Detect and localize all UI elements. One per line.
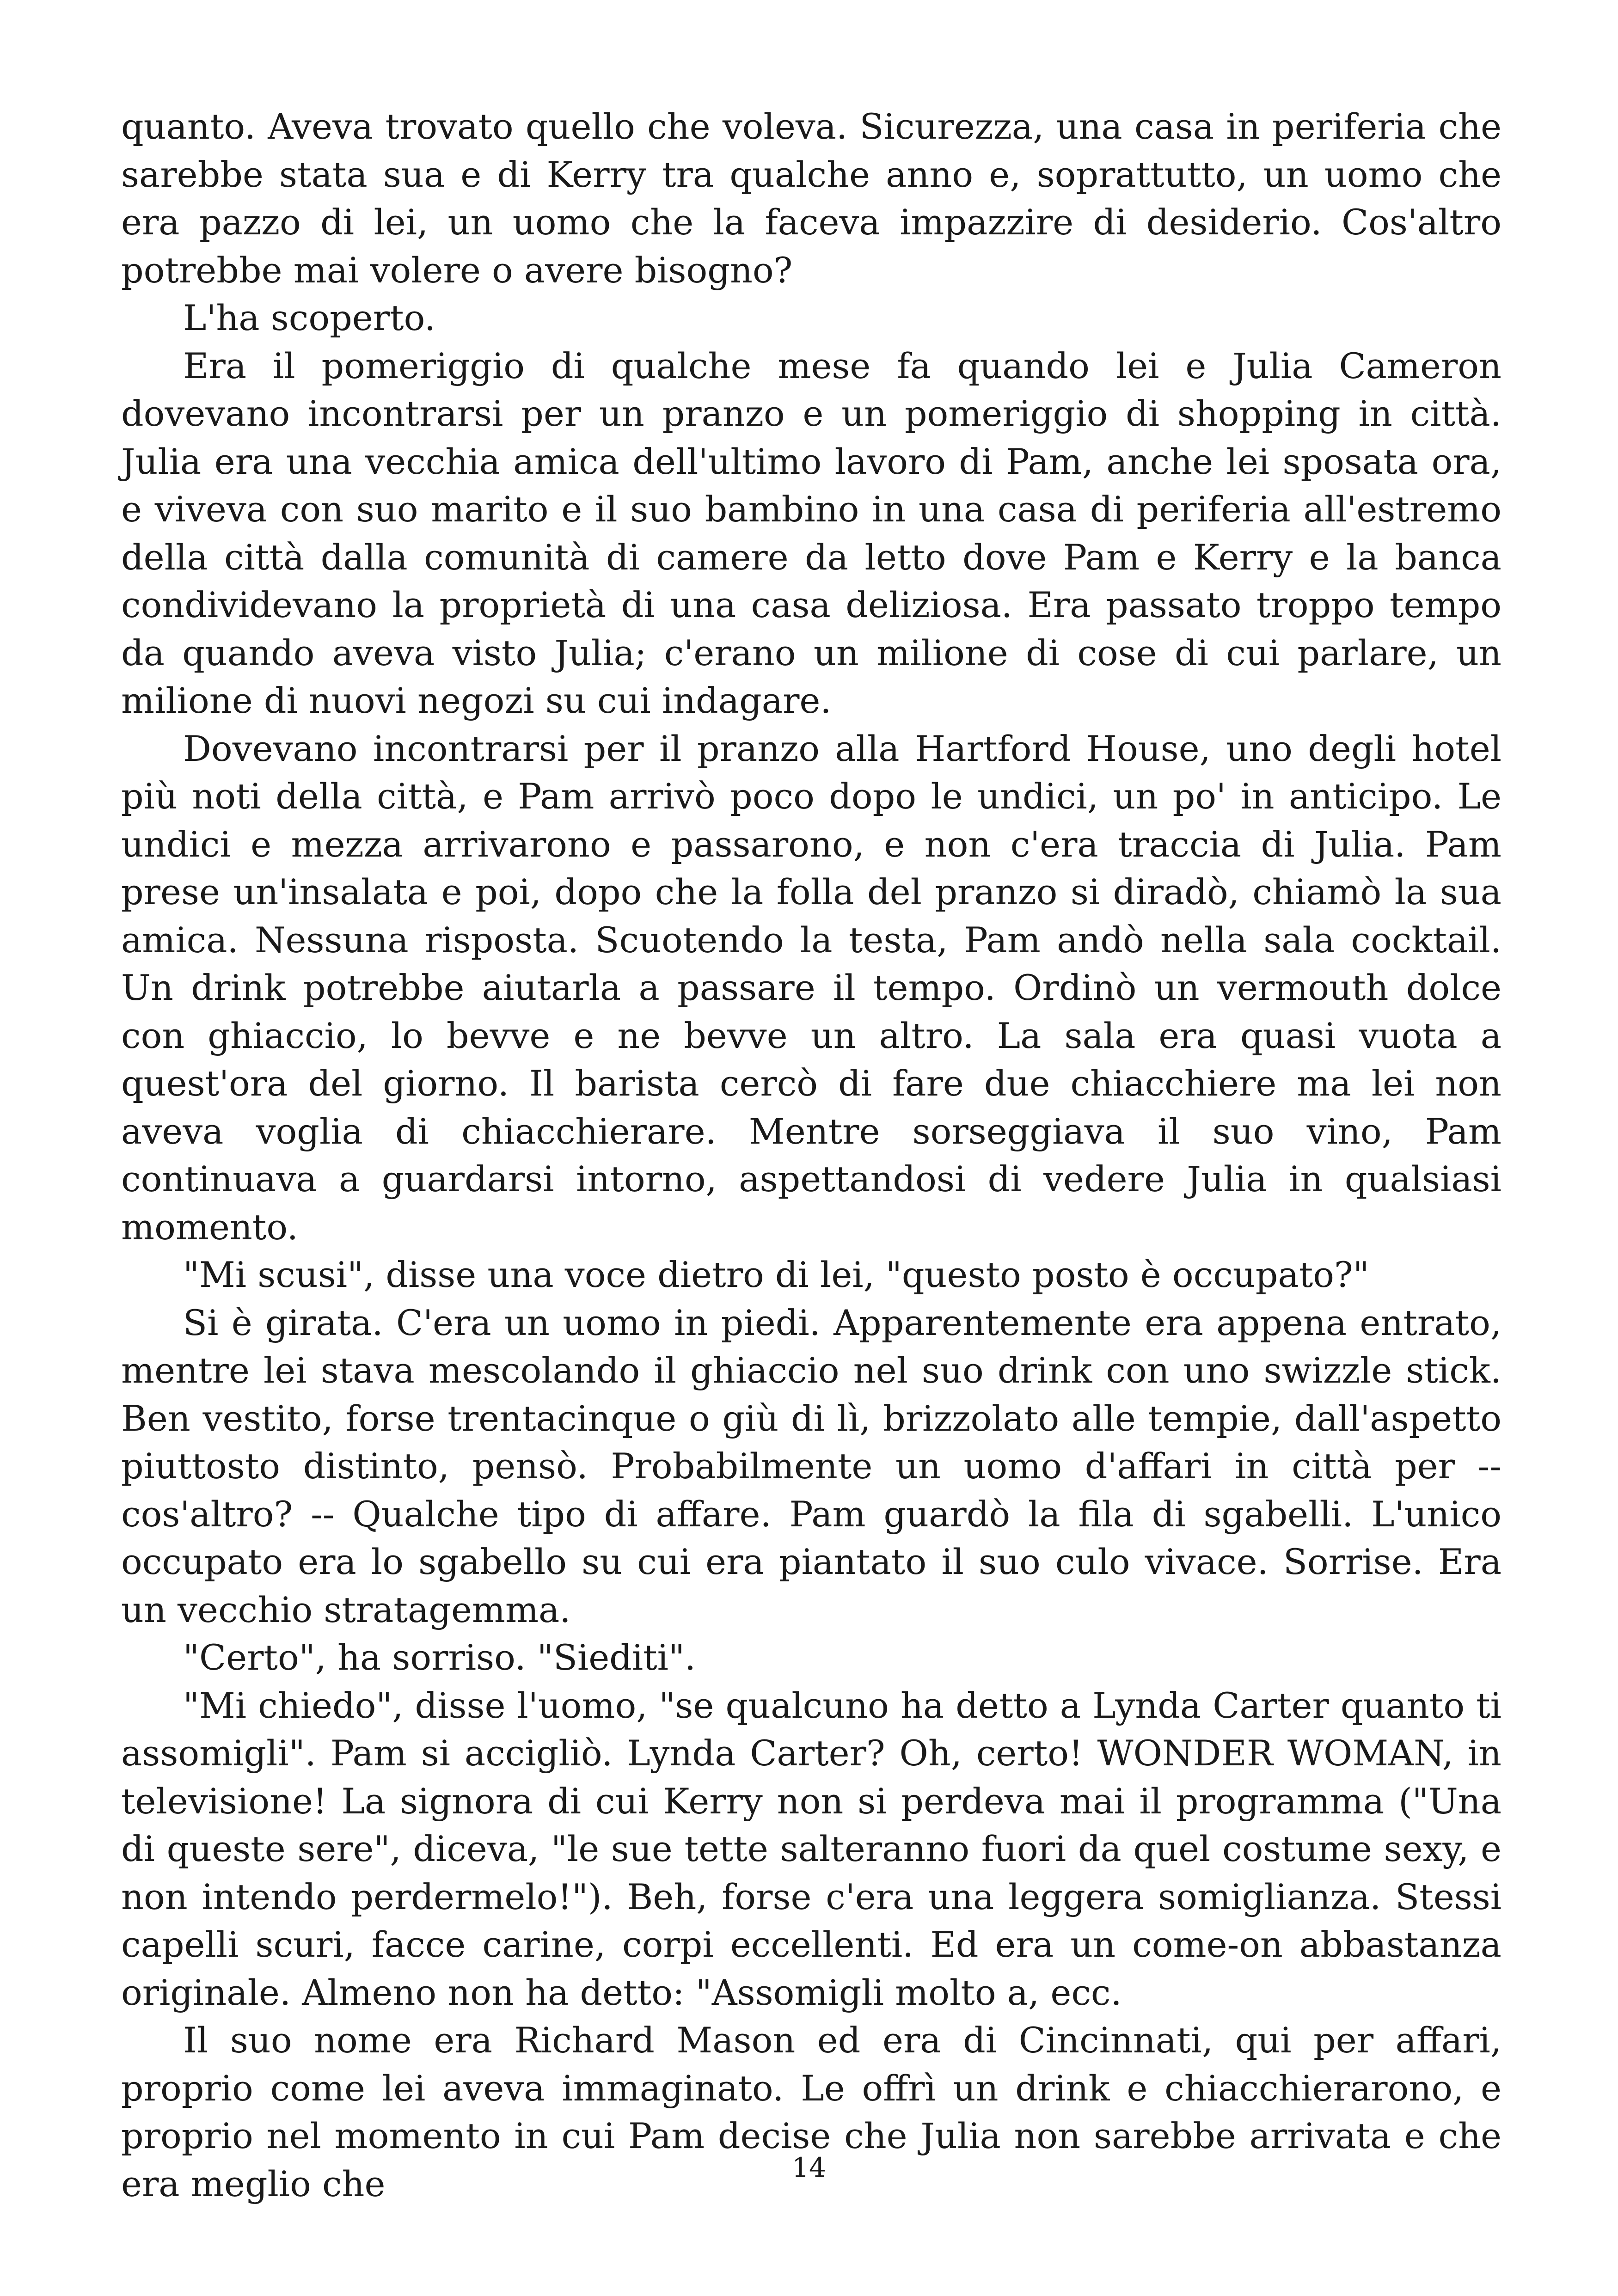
paragraph: Si è girata. C'era un uomo in piedi. Apparentemente era appena entrato, mentre lei stava mescolando il ghiaccio nel suo drink con uno swizzle stick. Ben vestito, forse trentacinque o giù di lì, brizzolato alle tempie, dall'aspetto piuttosto distinto, pensò. Probabilmente un uomo d'affari in città per -- cos'altro? -- Qualche tipo di affare. Pam guardò la fila di sgabelli. L'unico occupato era lo sgabello su cui era piantato il suo culo vivace. Sorrise. Era un vecchio stratagemma. — [121, 1302, 1502, 1630]
paragraph: Il suo nome era Richard Mason ed era di Cincinnati, qui per affari, proprio come lei aveva immaginato. Le offrì un drink e chiacchierarono, e proprio nel momento in cui Pam decise che Julia non sarebbe arrivata e che era meglio che — [121, 2020, 1502, 2204]
page-number: 14 — [792, 2152, 826, 2183]
body-text — [121, 103, 1502, 2208]
paragraph: "Mi scusi", disse una voce dietro di lei, "questo posto è occupato?" — [183, 1254, 1369, 1295]
paragraph: Era il pomeriggio di qualche mese fa quando lei e Julia Cameron dovevano incontrarsi per un pranzo e un pomeriggio di shopping in città. Julia era una vecchia amica dell'ultimo lavoro di Pam, anche lei sposata ora, e viveva con suo marito e il suo bambino in una casa di periferia all'estremo della città dalla comunità di camere da letto dove Pam e Kerry e la banca condividevano la proprietà di una casa deliziosa. Era passato troppo tempo da quando aveva visto Julia; c'erano un milione di cose di cui parlare, un milione di nuovi negozi su cui indagare. — [121, 345, 1502, 721]
paragraph: Dovevano incontrarsi per il pranzo alla Hartford House, uno degli hotel più noti della città, e Pam arrivò poco dopo le undici, un po' in anticipo. Le undici e mezza arrivarono e passarono, e non c'era traccia di Julia. Pam prese un'insalata e poi, dopo che la folla del pranzo si diradò, chiamò la sua amica. Nessuna risposta. Scuotendo la testa, Pam andò nella sala cocktail. Un drink potrebbe aiutarla a passare il tempo. Ordinò un vermouth dolce con ghiaccio, lo bevve e ne bevve un altro. La sala era quasi vuota a quest'ora del giorno. Il barista cercò di fare due chiacchiere ma lei non aveva voglia di chiacchierare. Mentre sorseggiava il suo vino, Pam continuava a guardarsi intorno, aspettandosi di vedere Julia in qualsiasi momento. — [121, 728, 1502, 1248]
paragraph: quanto. Aveva trovato quello che voleva. Sicurezza, una casa in periferia che sarebbe stata sua e di Kerry tra qualche anno e, soprattutto, un uomo che era pazzo di lei, un uomo che la faceva impazzire di desiderio. Cos'altro potrebbe mai volere o avere bisogno? — [121, 106, 1502, 291]
paragraph: L'ha scoperto. — [183, 297, 436, 338]
paragraph: "Mi chiedo", disse l'uomo, "se qualcuno ha detto a Lynda Carter quanto ti assomigli". Pam si accigliò. Lynda Carter? Oh, certo! WONDER WOMAN, in televisione! La signora di cui Kerry non si perdeva mai il programma ("Una di queste sere", diceva, "le sue tette salteranno fuori da quel costume sexy, e non intendo perdermelo!"). Beh, forse c'era una leggera somiglianza. Stessi capelli scuri, facce carine, corpi eccellenti. Ed era un come-on abbastanza originale. Almeno non ha detto: "Assomigli molto a, ecc. — [121, 1684, 1502, 2013]
paragraph: "Certo", ha sorriso. "Siediti". — [183, 1637, 696, 1678]
